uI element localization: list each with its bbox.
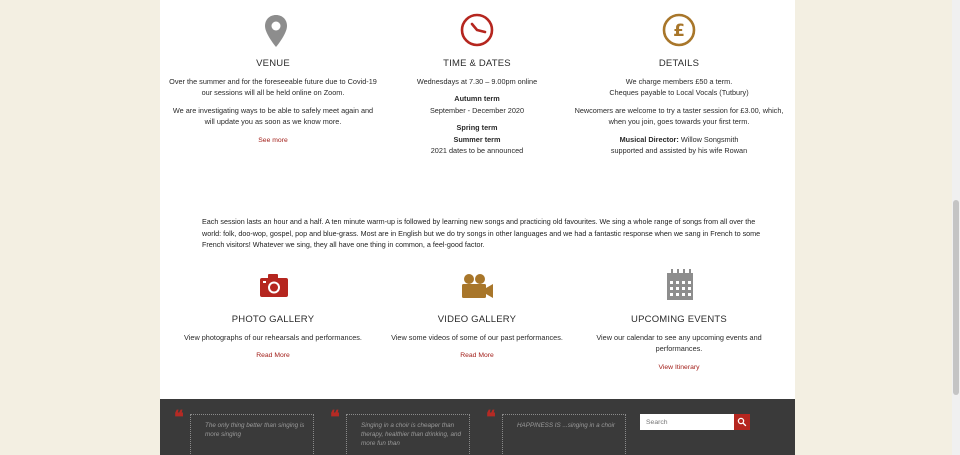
details-cheques: Cheques payable to Local Vocals (Tutbury) — [609, 88, 749, 97]
photo-gallery-text: View photographs of our rehearsals and performances. — [184, 332, 362, 342]
search-button[interactable] — [734, 414, 750, 430]
quote-box-1: The only thing better than singing is more singing — [190, 414, 314, 455]
time-schedule: Wednesdays at 7.30 – 9.00pm online — [416, 76, 538, 86]
spring-term-label: Spring term — [456, 123, 498, 132]
upcoming-events-title: UPCOMING EVENTS — [631, 314, 727, 325]
search-input[interactable] — [640, 414, 734, 430]
pound-icon — [662, 13, 696, 47]
camera-icon — [259, 273, 289, 298]
photo-gallery-read-more[interactable]: Read More — [256, 352, 290, 359]
quote-mark-icon: ❝ — [330, 407, 340, 428]
photo-gallery-title: PHOTO GALLERY — [231, 314, 315, 325]
calendar-icon — [666, 269, 694, 301]
video-gallery-title: VIDEO GALLERY — [437, 314, 517, 325]
dates-note: 2021 dates to be announced — [430, 146, 524, 155]
upcoming-events-column — [574, 314, 784, 373]
venue-text-2: We are investigating ways to be able to safely meet again and will update you as soon as we know more. — [172, 105, 374, 126]
time-column — [372, 58, 582, 163]
venue-title: VENUE — [256, 58, 290, 69]
quote-mark-icon: ❝ — [486, 407, 496, 428]
quote-box-3: HAPPINESS IS ...singing in a choir — [502, 414, 626, 455]
main-content — [160, 0, 795, 455]
video-gallery-text: View some videos of some of our past performances. — [391, 332, 563, 342]
page-scrollbar[interactable] — [952, 0, 960, 455]
venue-see-more-link[interactable]: See more — [258, 136, 288, 144]
search-icon — [734, 414, 750, 430]
map-pin-icon — [263, 14, 289, 48]
view-itinerary-link[interactable]: View Itinerary — [658, 363, 700, 371]
venue-column — [168, 58, 378, 146]
quote-mark-icon: ❝ — [174, 407, 184, 428]
video-camera-icon — [460, 272, 494, 300]
video-gallery-column — [372, 314, 582, 362]
director-name: Willow Songsmith — [678, 134, 739, 144]
director-note: supported and assisted by his wife Rowan — [610, 146, 748, 155]
clock-icon — [460, 13, 494, 47]
details-newcomers: Newcomers are welcome to try a taster session for £3.00, which, when you join, goes towards your first term. — [574, 105, 784, 126]
details-column — [574, 58, 784, 163]
upcoming-events-text: View our calendar to see any upcoming events and performances. — [596, 332, 762, 353]
details-fee: We charge members £50 a term. — [625, 76, 733, 86]
venue-text-1: Over the summer and for the foreseeable future due to Covid-19 our sessions will all be held online on Zoom. — [169, 76, 377, 97]
autumn-term-dates: September - December 2020 — [429, 105, 525, 115]
quote-box-2: Singing in a choir is cheaper than therapy, healthier than drinking, and more fun than — [346, 414, 470, 455]
time-title: TIME & DATES — [443, 58, 511, 69]
autumn-term-label: Autumn term — [454, 94, 500, 103]
director-label: Musical Director: — [619, 134, 679, 144]
scrollbar-thumb[interactable] — [953, 200, 959, 395]
svg-text:£: £ — [673, 21, 685, 41]
video-gallery-read-more[interactable]: Read More — [460, 352, 494, 359]
details-title: DETAILS — [658, 58, 700, 69]
photo-gallery-column — [168, 314, 378, 362]
summer-term-label: Summer term — [453, 134, 501, 144]
session-description: Each session lasts an hour and a half. A ten minute warm-up is followed by learning new songs and practicing old favourites. We sing a whole range of songs from all over the world: folk, doo-wop, gospel, pop and blue-grass. Most are in English but we do try songs in other languages and we had a fantastic response when we sang in French to some French visitors! Whatever we sing, they all have one thing in common, a feel-good factor. — [202, 217, 761, 249]
footer — [160, 399, 795, 455]
